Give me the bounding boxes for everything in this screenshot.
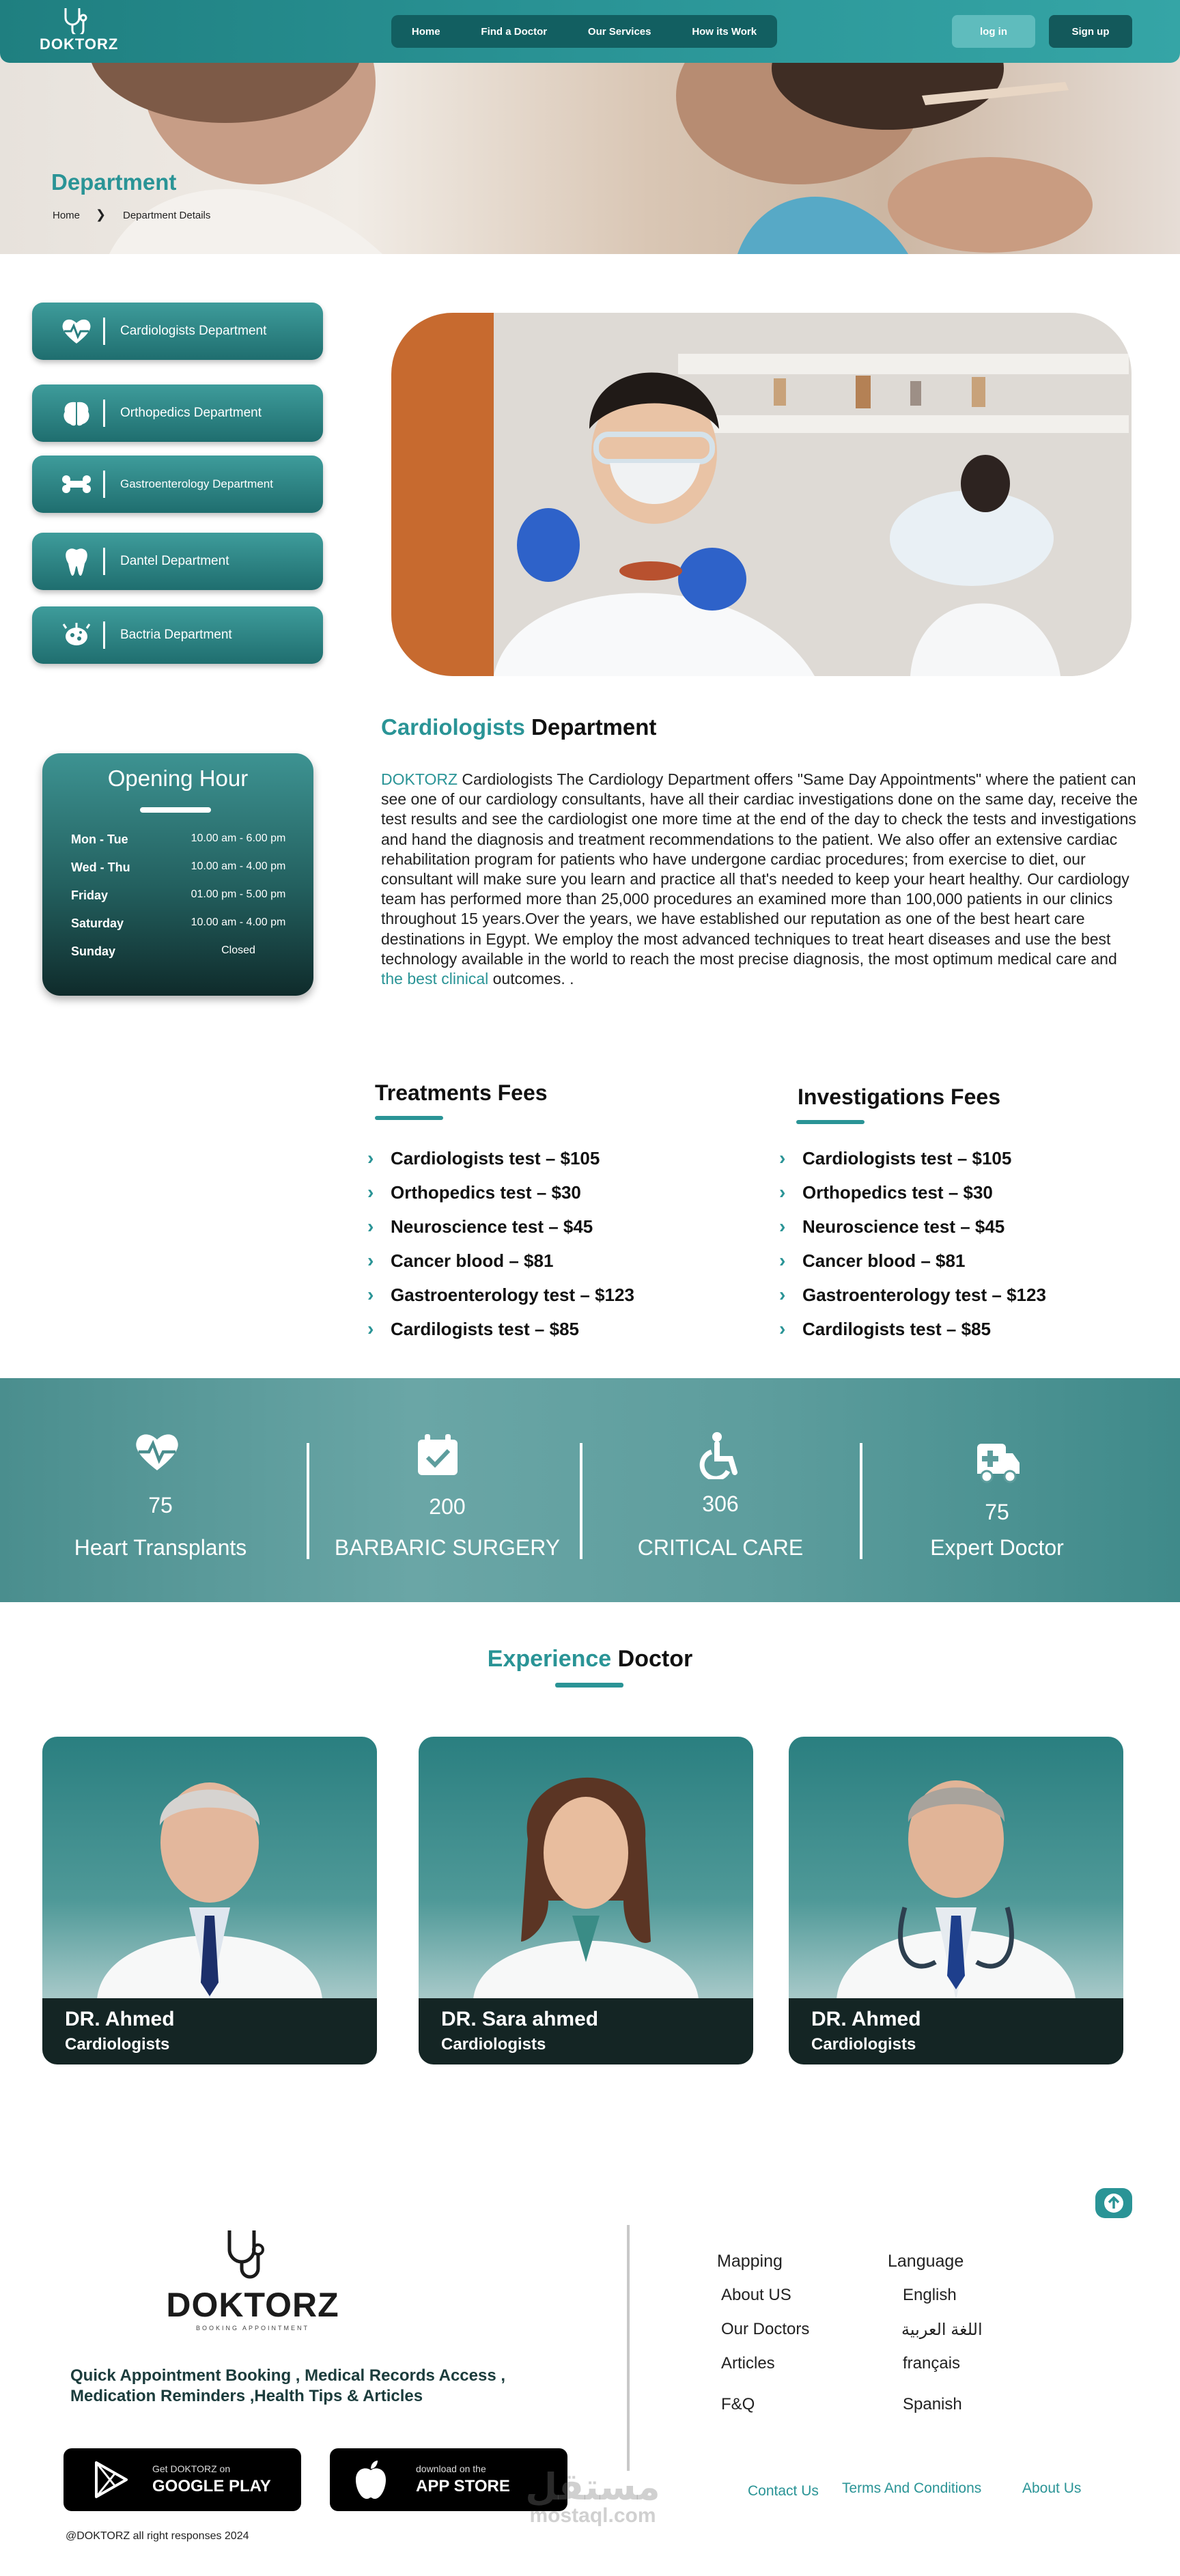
fee-item (367, 1181, 581, 1203)
footer-terms-link[interactable]: Terms And Conditions (842, 2480, 982, 2496)
stat-value: 75 (985, 1500, 1009, 1524)
stat-heart-transplants (41, 1378, 280, 1602)
sidebar-item-bactria[interactable] (32, 606, 323, 664)
experience-title-accent: Experience (487, 1646, 612, 1672)
description-body: Cardiologists The Cardiology Department offers "Same Day Appointments" where the patient can see one of our cardiology consultants, have all their cardiac investigations done on the same day, receive the test results and see the cardiologist one more time at the end of the day to check the tests and investigations and hand the diagnosis and treatment recommendations to the patient. We also offer an extensive cardiac rehabilitation program for patients who have undergone cardiac procedures; from exercise to diet, our consultant will make sure you learn and practice all that's needed to keep your heart healthy. Our cardiology team has performed more than 25,000 procedures an examined more than 100,000 patients in our clinics throughout 15 years.Over the years, we have established our reputation as one of the best heart care destinations in Egypt. We employ the most advanced techniques to treat heart diseases and use the best technology available in the world to reach the most precise diagnosis, the most optimum medical care and (381, 770, 1138, 968)
treatments-fees-underline (375, 1116, 443, 1120)
hours-row (71, 944, 296, 965)
experience-title (0, 1646, 1180, 1672)
chevron-right-icon: › (779, 1318, 786, 1339)
stat-label: BARBARIC SURGERY (334, 1535, 561, 1560)
language-english[interactable]: English (903, 2286, 957, 2304)
stat-barbaric-surgery (324, 1378, 570, 1602)
heart-pulse-icon (61, 318, 92, 345)
fee-item (367, 1284, 634, 1306)
breadcrumb-current: Department Details (123, 210, 211, 221)
fee-item (367, 1147, 600, 1169)
chevron-right-icon: › (779, 1284, 786, 1305)
hours-time: 10.00 am - 4.00 pm (191, 860, 286, 872)
watermark-latin: mostaql.com (529, 2504, 656, 2527)
stethoscope-logo-icon (40, 5, 115, 34)
nav-home[interactable]: Home (411, 25, 440, 38)
doctor-name: DR. Ahmed (811, 2008, 921, 2030)
investigations-fees-underline (796, 1120, 865, 1124)
chevron-right-icon: › (779, 1147, 786, 1168)
fee-item (367, 1318, 579, 1340)
footer-brand: DOKTORZ (166, 2286, 339, 2324)
fee-label: Neuroscience test – $45 (802, 1216, 1005, 1237)
doctor-photo (42, 1737, 377, 2000)
stat-label: Expert Doctor (930, 1535, 1064, 1560)
department-description (381, 770, 1139, 989)
brain-icon (62, 400, 91, 427)
stats-band (0, 1378, 1180, 1602)
sidebar-item-cardiologists[interactable] (32, 303, 323, 360)
header-logo[interactable] (40, 5, 119, 59)
arrow-up-circle-icon (1103, 2192, 1125, 2214)
hours-time: 10.00 am - 4.00 pm (191, 916, 286, 928)
heart-pulse-icon (135, 1431, 180, 1472)
doctor-card[interactable] (42, 1737, 377, 2064)
calendar-check-icon (417, 1433, 459, 1476)
footer-mapping-title: Mapping (717, 2252, 783, 2271)
breadcrumb-home[interactable]: Home (53, 210, 81, 221)
stats-divider (307, 1443, 309, 1559)
fee-label: Cardiologists test – $105 (802, 1147, 1012, 1168)
watermark (518, 2465, 668, 2527)
treatments-fees-title: Treatments Fees (375, 1080, 548, 1105)
fee-label: Neuroscience test – $45 (391, 1216, 593, 1237)
login-button[interactable]: log in (952, 15, 1035, 48)
footer-logo[interactable] (164, 2228, 341, 2337)
nav-how-it-works[interactable]: How its Work (692, 25, 757, 38)
main-nav (391, 15, 777, 48)
chevron-right-icon: › (367, 1147, 374, 1168)
stats-divider (580, 1443, 582, 1559)
doctor-card-footer (419, 1998, 753, 2064)
bacteria-icon (62, 621, 91, 649)
doctor-specialty: Cardiologists (65, 2035, 170, 2054)
sidebar-item-label: Dantel Department (120, 554, 229, 568)
chevron-right-icon: › (779, 1181, 786, 1203)
footer-link-faq[interactable]: F&Q (721, 2395, 755, 2413)
fee-label: Gastroenterology test – $123 (802, 1284, 1046, 1305)
lab-scientist-illustration (391, 313, 1132, 676)
fee-label: Cardiologists test – $105 (391, 1147, 600, 1168)
opening-hours-card (42, 753, 313, 996)
doctor-photo (789, 1737, 1123, 2000)
stat-expert-doctor (877, 1378, 1116, 1602)
nav-find-doctor[interactable]: Find a Doctor (481, 25, 548, 38)
apple-icon (353, 2459, 389, 2500)
ambulance-icon (976, 1444, 1021, 1483)
experience-title-rest: Doctor (611, 1646, 693, 1672)
sidebar-item-label: Gastroenterology Department (120, 477, 273, 490)
hours-time: 10.00 am - 6.00 pm (191, 832, 286, 844)
top-header (0, 0, 1180, 63)
chevron-right-icon: › (779, 1250, 786, 1271)
stat-label: CRITICAL CARE (637, 1535, 804, 1560)
fee-item (779, 1181, 993, 1203)
sidebar-item-label: Cardiologists Department (120, 324, 267, 338)
fee-label: Cancer blood – $81 (391, 1250, 554, 1271)
fee-label: Orthopedics test – $30 (391, 1181, 581, 1203)
watermark-arabic: مستقل (525, 2467, 660, 2508)
google-play-big: GOOGLE PLAY (152, 2477, 271, 2495)
stat-value: 75 (148, 1493, 173, 1517)
sidebar-item-label: Bactria Department (120, 628, 232, 642)
department-title (381, 714, 656, 740)
chevron-right-icon: › (367, 1216, 374, 1237)
app-store-small: download on the (416, 2463, 486, 2474)
stat-label: Heart Transplants (74, 1535, 247, 1560)
app-store-big: APP STORE (416, 2477, 510, 2495)
breadcrumb-separator: ❯ (96, 208, 107, 221)
doctor-card[interactable] (419, 1737, 753, 2064)
footer-divider (627, 2225, 630, 2471)
header-brand: DOKTORZ (40, 36, 119, 53)
footer-link-about[interactable]: About US (721, 2286, 791, 2304)
hours-day: Mon - Tue (71, 832, 128, 846)
chevron-right-icon: › (367, 1284, 374, 1305)
fee-item (779, 1318, 991, 1340)
hero-photo (0, 55, 1180, 254)
wheelchair-icon (697, 1431, 742, 1479)
language-spanish[interactable]: Spanish (903, 2395, 962, 2413)
description-brand: DOKTORZ (381, 770, 458, 788)
signup-button[interactable]: Sign up (1049, 15, 1132, 48)
stat-value: 200 (429, 1494, 466, 1519)
hours-row (71, 860, 296, 881)
footer-contact-link[interactable]: Contact Us (748, 2483, 819, 2499)
language-french[interactable]: français (903, 2354, 961, 2372)
hours-day: Sunday (71, 944, 116, 958)
fee-label: Cardilogists test – $85 (391, 1318, 579, 1339)
fee-item (367, 1250, 553, 1272)
investigations-fees-title: Investigations Fees (798, 1084, 1000, 1109)
opening-hours-divider (140, 807, 211, 813)
hours-day: Saturday (71, 916, 124, 930)
sidebar-item-gastroenterology[interactable] (32, 456, 323, 513)
footer-link-doctors[interactable]: Our Doctors (721, 2320, 810, 2338)
doctor-name: DR. Ahmed (65, 2008, 175, 2030)
google-play-small: Get DOKTORZ on (152, 2463, 231, 2474)
stat-critical-care (601, 1378, 840, 1602)
fee-label: Cardilogists test – $85 (802, 1318, 991, 1339)
bone-icon (61, 474, 92, 494)
sidebar-item-label: Orthopedics Department (120, 406, 262, 420)
doctor-photo (419, 1737, 753, 2000)
hours-time: Closed (221, 944, 255, 956)
sidebar-item-dental[interactable] (32, 533, 323, 590)
google-play-button[interactable] (64, 2448, 301, 2511)
hours-row (71, 888, 296, 909)
page-title: Department (51, 169, 177, 195)
footer-brand-sub: BOOKING APPOINTMENT (195, 2325, 309, 2332)
hours-day: Friday (71, 888, 109, 902)
doctor-card-footer (42, 1998, 377, 2064)
nav-our-services[interactable]: Our Services (587, 25, 651, 38)
doctor-specialty: Cardiologists (811, 2035, 916, 2054)
footer-about-link[interactable]: About Us (1022, 2480, 1082, 2496)
department-photo (391, 313, 1132, 676)
fee-label: Orthopedics test – $30 (802, 1181, 993, 1203)
chevron-right-icon: › (779, 1216, 786, 1237)
scroll-to-top-button[interactable] (1095, 2188, 1132, 2218)
experience-underline (555, 1683, 623, 1688)
hours-day: Wed - Thu (71, 860, 130, 874)
hero-banner (0, 55, 1180, 254)
stat-value: 306 (702, 1492, 739, 1516)
department-title-accent: Cardiologists (381, 714, 525, 740)
google-play-icon (94, 2461, 129, 2499)
doctor-specialty: Cardiologists (441, 2035, 546, 2054)
fee-label: Gastroenterology test – $123 (391, 1284, 634, 1305)
chevron-right-icon: › (367, 1318, 374, 1339)
chevron-right-icon: › (367, 1181, 374, 1203)
language-arabic[interactable]: اللغة العربية (901, 2321, 983, 2339)
fee-item (779, 1250, 965, 1272)
hours-row (71, 916, 296, 937)
chevron-right-icon: › (367, 1250, 374, 1271)
fee-item (779, 1216, 1005, 1237)
footer-link-articles[interactable]: Articles (721, 2354, 775, 2372)
stethoscope-logo-icon (164, 2228, 341, 2281)
description-link[interactable]: the best clinical (381, 970, 489, 988)
footer-tagline: Quick Appointment Booking , Medical Records Access , Medication Reminders ,Health Tips & Articles (70, 2366, 506, 2405)
fee-item (367, 1216, 593, 1237)
hours-row (71, 832, 296, 853)
tooth-icon (64, 547, 89, 576)
doctor-card-footer (789, 1998, 1123, 2064)
doctor-card[interactable] (789, 1737, 1123, 2064)
footer-language-title: Language (888, 2252, 964, 2271)
fee-item (779, 1284, 1046, 1306)
hours-time: 01.00 pm - 5.00 pm (191, 888, 286, 900)
description-end: outcomes. . (488, 970, 574, 988)
copyright: @DOKTORZ all right responses 2024 (66, 2530, 249, 2542)
fee-label: Cancer blood – $81 (802, 1250, 966, 1271)
department-title-rest: Department (524, 714, 657, 740)
doctor-name: DR. Sara ahmed (441, 2008, 599, 2030)
sidebar-item-orthopedics[interactable] (32, 384, 323, 442)
stats-divider (860, 1443, 862, 1559)
opening-hours-title: Opening Hour (107, 766, 249, 791)
fee-item (779, 1147, 1011, 1169)
